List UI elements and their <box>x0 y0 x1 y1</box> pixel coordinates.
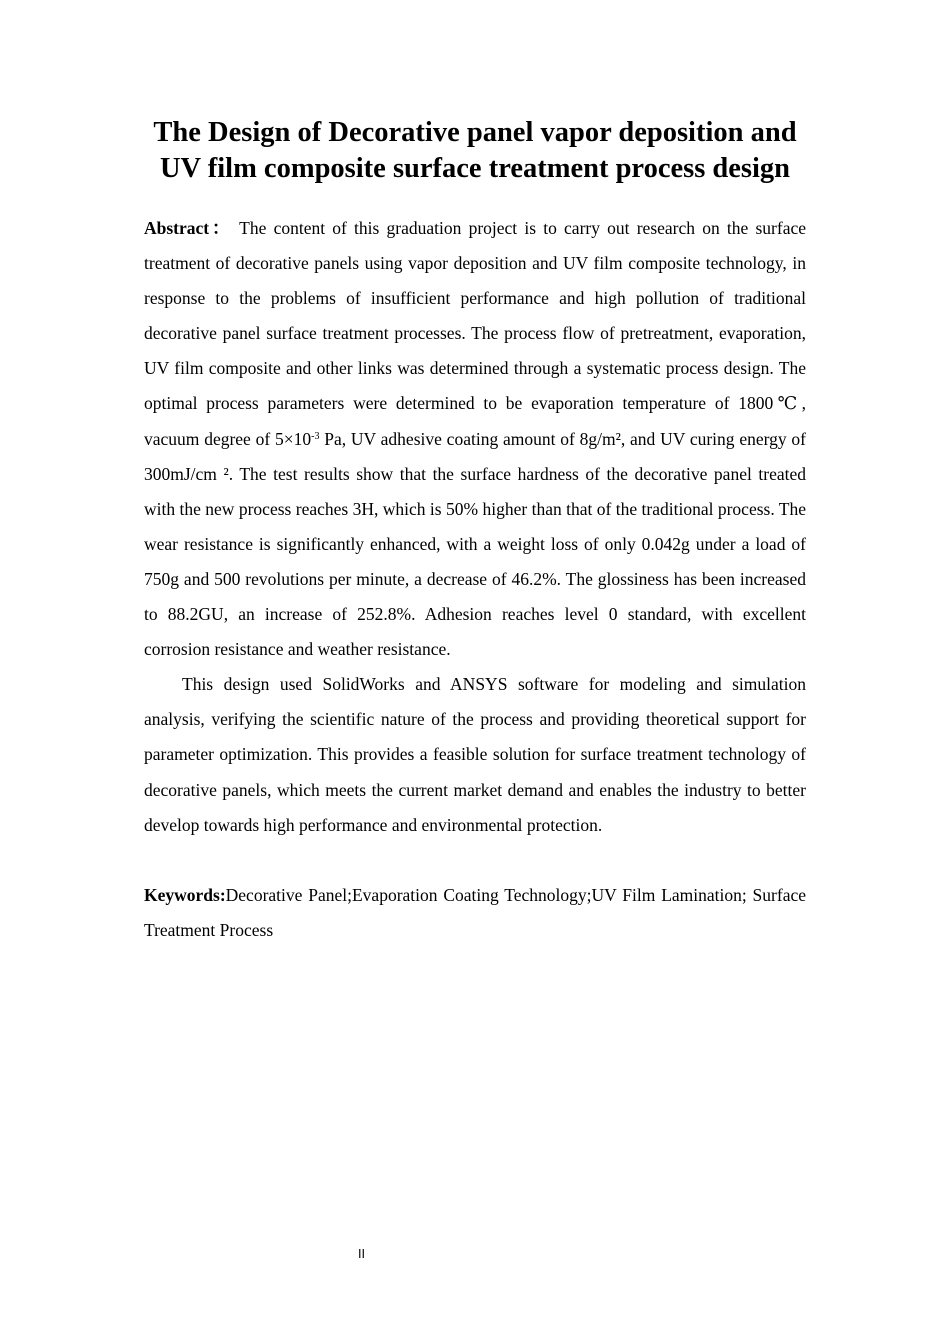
keywords-text: Decorative Panel;Evaporation Coating Technology;UV Film Lamination; Surface Treatment Process <box>144 884 806 940</box>
abstract-paragraph-1 <box>144 211 806 667</box>
title-line-1: The Design of Decorative panel vapor deposition and <box>153 117 797 148</box>
keywords-label: Keywords: <box>144 884 226 905</box>
page-number: II <box>358 1247 366 1261</box>
abstract-paragraph-2: This design used SolidWorks and ANSYS software for modeling and simulation analysis, verifying the scientific nature of the process and providing theoretical support for parameter optimization. This provides a feasible solution for surface treatment technology of decorative panels, which meets the current market demand and enables the industry to better develop towards high performance and environmental protection. <box>144 674 806 835</box>
vacuum-exponent: -3 <box>311 430 320 442</box>
title-line-2: UV film composite surface treatment process design <box>159 153 791 184</box>
abstract-label: Abstract： <box>144 218 233 238</box>
abstract-section <box>144 211 806 948</box>
keywords-section <box>144 878 806 948</box>
document-title <box>144 115 806 187</box>
abstract-text-part-1: The content of this graduation project is to carry out research on the surface treatment of decorative panels using vapor deposition and UV film composite technology, in response to the problems of insufficient performance and high pollution of traditional decorative panel surface treatment processes. The process flow of pretreatment, evaporation, UV film composite and other links was determined through a systematic process design. The optimal process parameters were determined to be evaporation temperature of 1800℃, vacuum degree of 5×10 <box>144 218 807 449</box>
abstract-text-part-2: Pa, UV adhesive coating amount of 8g/m², and UV curing energy of 300mJ/cm ². The test results show that the surface hardness of the decorative panel treated with the new process reaches 3H, which is 50% higher than that of the traditional process. The wear resistance is significantly enhanced, with a weight loss of only 0.042g under a load of 750g and 500 revolutions per minute, a decrease of 46.2%. The glossiness has been increased to 88.2GU, an increase of 252.8%. Adhesion reaches level 0 standard, with excellent corrosion resistance and weather resistance. <box>144 428 806 660</box>
